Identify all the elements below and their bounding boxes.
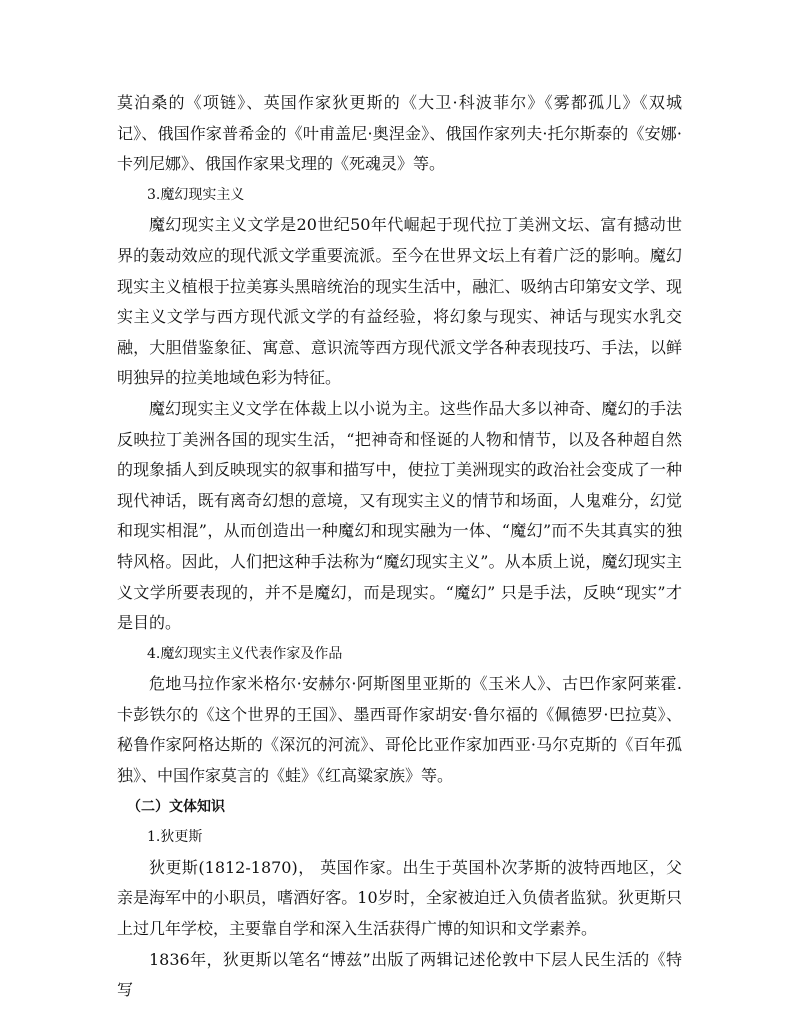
paragraph-magic-realism-intro: 魔幻现实主义文学是20世纪50年代崛起于现代拉丁美洲文坛、富有撼动世界的轰动效应的现代派文学重要流派。至今在世界文坛上有着广泛的影响。魔幻现实主义植根于拉美寡头黑暗统治的现实生活中，融汇、吸纳古印第安文学、现实主义文学与西方现代派文学的有益经验，将幻象与现实、神话与现实水乳交融，大胆借鉴象征、寓意、意识流等西方现代派文学各种表现技巧、手法，以鲜明独异的拉美地域色彩为特征。 <box>117 215 682 388</box>
subheading-magic-realism: 3.魔幻现实主义 <box>147 186 245 203</box>
paragraph-dickens-bio: 狄更斯(1812-1870)， 英国作家。出生于英国朴次茅斯的波特西地区，父亲是海军中的小职员，嗜酒好客。10岁时，全家被迫迁入负债者监狱。狄更斯只上过几年学校，主要靠自学和深入生活获得广博的知识和文学素养。 <box>117 857 682 939</box>
paragraph-magic-realism-genre: 魔幻现实主义文学在体裁上以小说为主。这些作品大多以神奇、魔幻的手法反映拉丁美洲各国的现实生活，“把神奇和怪诞的人物和情节，以及各种超自然的现象插人到反映现实的叙事和描写中，使拉丁美洲现实的政治社会变成了一种现代神话，既有离奇幻想的意境，又有现实主义的情节和场面，人鬼难分，幻觉和现实相混”，从而创造出一种魔幻和现实融为一体、“魔幻”而不失其真实的独特风格。因此，人们把这种手法称为“魔幻现实主义”。从本质上说，魔幻现实主义文学所要表现的，并不是魔幻，而是现实。“魔幻” 只是手法，反映“现实”才是目的。 <box>117 398 682 633</box>
paragraph-representative-works: 危地马拉作家米格尔·安赫尔·阿斯图里亚斯的《玉米人》、古巴作家阿莱霍.卡彭铁尔的《这个世界的王国》、墨西哥作家胡安·鲁尔福的《佩德罗·巴拉莫》、秘鲁作家阿格达斯的《深沉的河流》、哥伦比亚作家加西亚·马尔克斯的《百年孤独》、中国作家莫言的《蛙》《红高粱家族》等。 <box>117 674 682 786</box>
section-heading-genre-knowledge: （二）文体知识 <box>127 798 225 815</box>
paragraph-dickens-1836: 1836年，狄更斯以笔名“博兹”出版了两辑记述伦敦中下层人民生活的《特写 <box>117 949 682 1000</box>
document-page <box>117 88 682 1006</box>
subheading-dickens: 1.狄更斯 <box>147 829 203 846</box>
paragraph-novels-list: 莫泊桑的《项链》、英国作家狄更斯的《大卫·科波菲尔》《雾都孤儿》《双城记》、俄国作家普希金的《叶甫盖尼·奥涅金》、俄国作家列夫·托尔斯泰的《安娜·卡列尼娜》、俄国作家果戈理的《死魂灵》等。 <box>117 93 682 174</box>
subheading-representative-authors: 4.魔幻现实主义代表作家及作品 <box>147 645 343 662</box>
